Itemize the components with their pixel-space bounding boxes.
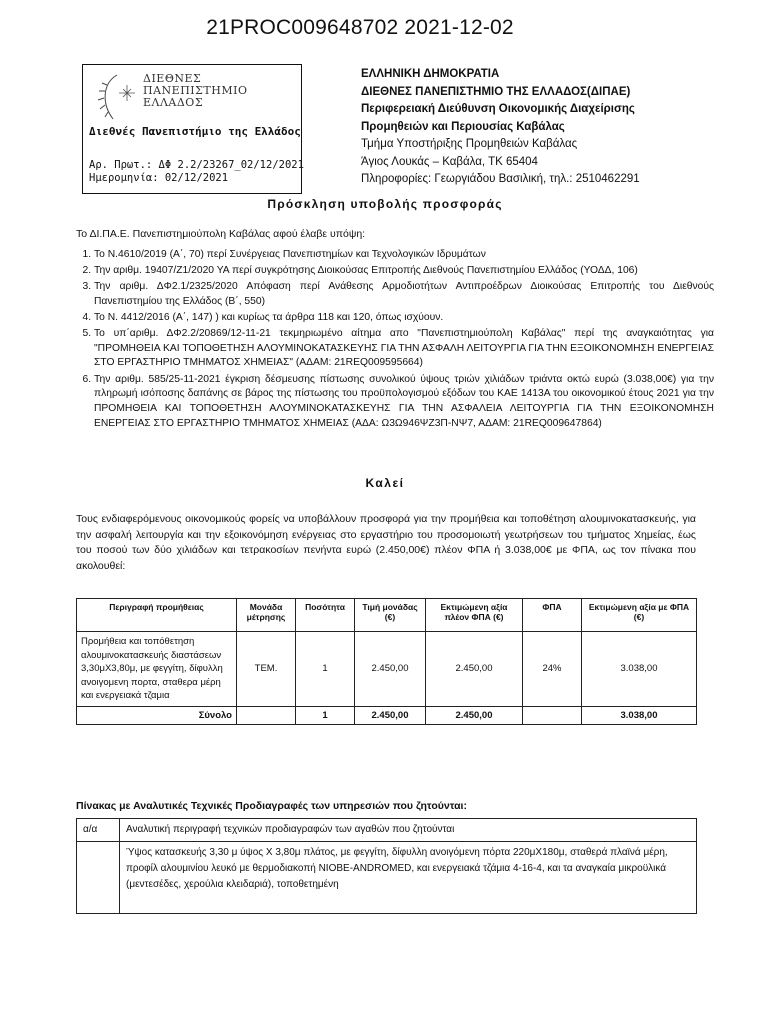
total-quantity: 1 — [296, 706, 355, 724]
logo-line-3: ΕΛΛΑΔΟΣ — [143, 96, 204, 109]
specs-title: Πίνακας με Αναλυτικές Τεχνικές Προδιαγραφές των υπηρεσιών που ζητούνται: — [76, 800, 467, 812]
section-heading-kalei: Καλεί — [365, 476, 405, 490]
table-row — [77, 842, 697, 914]
item-gross-value: 3.038,00 — [582, 632, 697, 707]
list-item: 2. Την αριθμ. 19407/Ζ1/2020 ΥΑ περί συγκρότησης Διοικούσας Επιτροπής Διεθνούς Πανεπιστημίου Ελλάδος (ΥΟΔΔ, 106) — [94, 264, 714, 279]
list-item: 4. Το Ν. 4412/2016 (Α΄, 147) ) και κυρίως τα άρθρα 118 και 120, όπως ισχύουν. — [94, 311, 714, 326]
total-label: Σύνολο — [77, 706, 237, 724]
specs-table — [76, 818, 697, 914]
page-title: Πρόσκληση υποβολής προσφοράς — [267, 197, 503, 211]
protocol-stamp — [82, 64, 302, 194]
header-line-6: Άγιος Λουκάς – Καβάλα, ΤΚ 65404 — [361, 155, 538, 168]
list-item: 3. Την αριθμ. ΔΦ2.1/2325/2020 Απόφαση περί Ανάθεσης Αρμοδιοτήτων Αντιπροέδρων Διοικούσας Επιτροπής του Διεθνούς Πανεπιστημίου της Ελλάδος (Β΄, 550) — [94, 280, 714, 309]
specs-header-row — [77, 819, 697, 842]
column-header: Εκτιμώμενη αξία πλέον ΦΠΑ (€) — [426, 599, 523, 632]
item-vat: 24% — [523, 632, 582, 707]
list-item: 6. Την αριθμ. 585/25-11-2021 έγκριση δέσμευσης πίστωσης συνολικού ύψους τριών χιλιάδων τριάντα οκτώ ευρώ (3.038,00€) για την πληρωμή ισόποσης δαπάνης σε βάρος της πίστωσης του προϋπολογισμού εξόδων του ΚΑΕ 1413Α του οικονομικού έτους 2021 για την ΠΡΟΜΗΘΕΙΑ ΚΑΙ ΤΟΠΟΘΕΤΗΣΗ ΑΛΟΥΜΙΝΟΚΑΤΑΣΚΕΥΗΣ ΓΙΑ ΤΗΝ ΑΣΦΑΛΕΙΑ ΛΕΙΤΟΥΡΓΙΑ ΓΙΑ ΤΗΝ ΕΞΟΙΚΟΝΟΜΗΣΗ ΕΝΕΡΓΕΙΑΣ ΣΤΟ ΕΡΓΑΣΤΗΡΙΟ ΤΜΗΜΑΤΟΣ ΧΗΜΕΙΑΣ (ΑΔΑ: Ω3Ω946ΨΖ3Π-ΝΨ7, ΑΔΑΜ: 21REQ009647864) — [94, 373, 714, 432]
list-item: 1. Το Ν.4610/2019 (Α΄, 70) περί Συνέργειας Πανεπιστημίων και Τεχνολογικών Ιδρυμάτων — [94, 248, 714, 263]
total-empty-cell — [237, 706, 296, 724]
intro-text: Το ΔΙ.ΠΑ.Ε. Πανεπιστημιούπολη Καβάλας αφού έλαβε υπόψη: — [76, 228, 366, 240]
invitation-paragraph: Τους ενδιαφερόμενους οικονομικούς φορείς να υποβάλλουν προσφορά για την προμήθεια και τοποθέτηση αλουμινοκατασκευής, για την ασφαλή λειτουργία και την εξοικονόμηση ενέργειας στο εργαστήριο του προσομοιωτή γεωτρήσεων του τμήματος Χημείας, έως του ποσού των δύο χιλιάδων και τετρακοσίων πενήντα ευρώ (2.450,00€) πλέον ΦΠΑ ή 3.038,00€ με ΦΠΑ, ως τον πίνακα που ακολουθεί: — [76, 513, 696, 572]
header-line-3: Περιφερειακή Διεύθυνση Οικονομικής Διαχείρισης — [361, 103, 635, 115]
table-total-row — [77, 706, 697, 724]
logo-line-2: ΠΑΝΕΠΙΣΤΗΜΙΟ — [143, 84, 248, 97]
item-description: Προμήθεια και τοπόθετηση αλουμινοκατασκευής διαστάσεων 3,30μX3,80μ, με φεγγίτη, δίφυλλη ανοιγομενη πορτα, σταθερα μέρη και ενεργειακά τζαμια — [77, 632, 237, 707]
column-header: Ποσότητα — [296, 599, 355, 632]
total-gross-value: 3.038,00 — [582, 706, 697, 724]
logo-line-1: ΔΙΕΘΝΕΣ — [143, 72, 202, 85]
stamp-university: Διεθνές Πανεπιστήμιο της Ελλάδος — [89, 125, 301, 138]
item-quantity: 1 — [296, 632, 355, 707]
item-unit-price: 2.450,00 — [355, 632, 426, 707]
item-unit: ΤΕΜ. — [237, 632, 296, 707]
laurel-icon — [95, 69, 139, 127]
total-unit-price: 2.450,00 — [355, 706, 426, 724]
header-line-2: ΔΙΕΘΝΕΣ ΠΑΝΕΠΙΣΤΗΜΙΟ ΤΗΣ ΕΛΛΑΔΟΣ(ΔΙΠΑΕ) — [361, 85, 631, 98]
table-row — [77, 632, 697, 707]
total-net-value: 2.450,00 — [426, 706, 523, 724]
specs-col-desc: Αναλυτική περιγραφή τεχνικών προδιαγραφών των αγαθών που ζητούνται — [120, 819, 697, 842]
header-line-4: Προμηθειών και Περιουσίας Καβάλας — [361, 120, 565, 133]
price-table — [76, 598, 697, 725]
issuer-header — [361, 66, 721, 189]
protocol-date: Ημερομηνία: 02/12/2021 — [89, 172, 229, 184]
header-line-7: Πληροφορίες: Γεωργιάδου Βασιλική, τηλ.: 2510462291 — [361, 173, 640, 185]
protocol-number: Αρ. Πρωτ.: ΔΦ 2.2/23267_02/12/2021 — [89, 159, 304, 171]
column-header: Περιγραφή προμήθειας — [77, 599, 237, 632]
document-id: 21PROC009648702 2021-12-02 — [206, 16, 514, 39]
item-net-value: 2.450,00 — [426, 632, 523, 707]
specs-row-num — [77, 842, 120, 914]
column-header: Εκτιμώμενη αξία με ΦΠΑ (€) — [582, 599, 697, 632]
column-header: Μονάδα μέτρησης — [237, 599, 296, 632]
university-logo — [95, 69, 255, 127]
column-header: Τιμή μονάδας (€) — [355, 599, 426, 632]
column-header: ΦΠΑ — [523, 599, 582, 632]
header-line-1: ΕΛΛΗΝΙΚΗ ΔΗΜΟΚΡΑΤΙΑ — [361, 68, 500, 80]
total-empty-cell — [523, 706, 582, 724]
header-line-5: Τμήμα Υποστήριξης Προμηθειών Καβάλας — [361, 138, 578, 150]
specs-col-num: α/α — [77, 819, 120, 842]
considerations-list — [76, 246, 714, 433]
list-item: 5. Το υπ΄αριθμ. ΔΦ2.2/20869/12-11-21 τεκμηριωμένο αίτημα απο "Πανεπιστημιούπολη Καβάλας" περί της αναγκαιότητας για "ΠΡΟΜΗΘΕΙΑ ΚΑΙ ΤΟΠΟΘΕΤΗΣΗ ΑΛΟΥΜΙΝΟΚΑΤΑΣΚΕΥΗΣ ΓΙΑ ΤΗΝ ΑΣΦΑΛΗ ΛΕΙΤΟΥΡΓΙΑ ΓΙΑ ΤΗΝ ΕΞΟΙΚΟΝΟΜΗΣΗ ΕΝΕΡΓΕΙΑΣ ΣΤΟ ΕΡΓΑΣΤΗΡΙΟ ΤΜΗΜΑΤΟΣ ΧΗΜΕΙΑΣ" (ΑΔΑΜ: 21REQ009595664) — [94, 327, 714, 371]
table-header-row — [77, 599, 697, 632]
specs-row-text: Ύψος κατασκευής 3,30 μ ύψος Χ 3,80μ πλάτος, με φεγγίτη, δίφυλλη ανοιγόμενη πόρτα 220μΧ180μ, σταθερά πλαϊνά μέρη, προφίλ αλουμινίου λευκό με θερμοδιακοπή NIOBE-ANDROMED, και ενεργειακά τζάμια 4-16-4, και τα αναγκαία μικροϋλικά (μεντεσέδες, χερούλια κλειδαριά), τοποθετημένη — [120, 842, 697, 914]
